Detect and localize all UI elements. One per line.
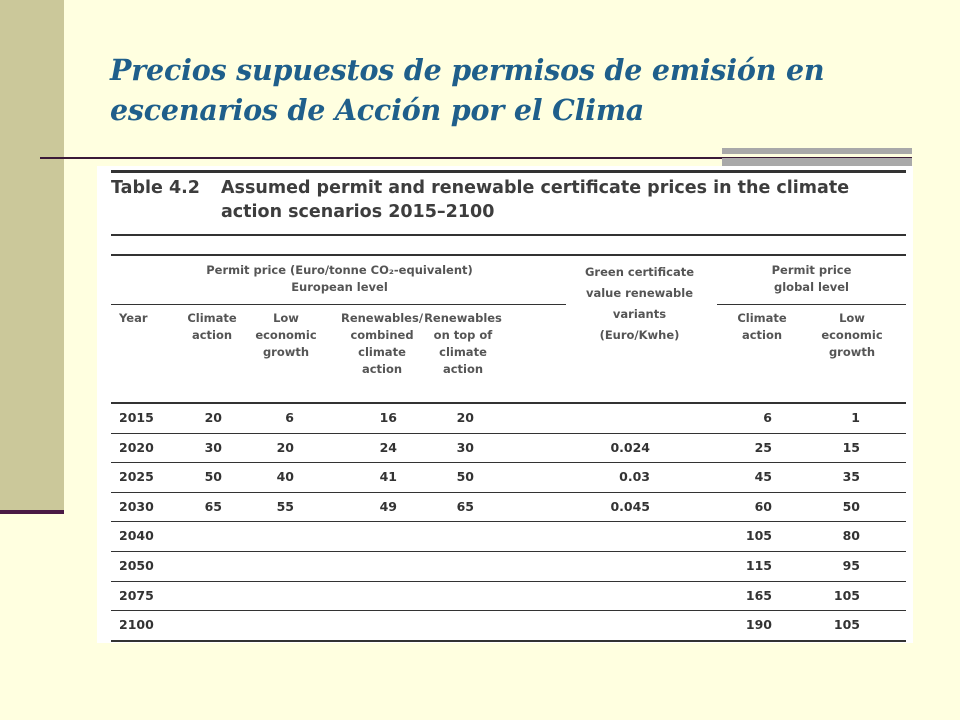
column-header-line: Low bbox=[273, 311, 299, 325]
column-header-line: Low bbox=[839, 311, 865, 325]
column-header bbox=[413, 310, 513, 378]
value-cell: 6 bbox=[285, 410, 294, 425]
table-caption bbox=[221, 176, 881, 224]
value-cell: 50 bbox=[842, 498, 860, 514]
table-top-rule bbox=[111, 170, 906, 173]
global-permit-header-line-1: Permit price bbox=[771, 263, 852, 277]
year-cell: 2030 bbox=[119, 498, 154, 514]
column-header-line: climate bbox=[439, 345, 487, 359]
global-permit-group-header bbox=[717, 262, 906, 296]
column-header-line: economic bbox=[821, 328, 883, 342]
value-cell: 20 bbox=[456, 410, 474, 425]
value-cell bbox=[570, 521, 650, 550]
green-header-line-1: Green certificate bbox=[584, 265, 695, 279]
green-header-line-2: value renewable bbox=[585, 286, 693, 300]
value-cell: 40 bbox=[276, 469, 294, 485]
column-header-line: growth bbox=[828, 345, 876, 359]
value-cell: 24 bbox=[379, 439, 397, 455]
side-bar-accent bbox=[0, 510, 64, 514]
value-cell: 0.03 bbox=[619, 469, 650, 485]
year-cell: 2020 bbox=[119, 439, 154, 455]
column-header-line: action bbox=[442, 362, 484, 376]
value-cell: 165 bbox=[745, 587, 772, 603]
value-cell: 49 bbox=[379, 498, 397, 514]
green-header-line-3: variants bbox=[612, 307, 667, 321]
year-cell: 2015 bbox=[119, 410, 154, 425]
value-cell: 60 bbox=[754, 498, 772, 514]
eu-permit-header-line-1: Permit price (Euro/tonne CO₂-equivalent) bbox=[206, 263, 473, 277]
slide-title-line-2: escenarios de Acción por el Clima bbox=[110, 93, 645, 127]
value-cell: 190 bbox=[745, 617, 772, 633]
eu-permit-header-line-2: European level bbox=[291, 280, 388, 294]
value-cell: 45 bbox=[754, 469, 772, 485]
value-cell: 15 bbox=[842, 439, 860, 455]
column-header-line: combined bbox=[350, 328, 414, 342]
column-header-line: action bbox=[191, 328, 233, 342]
column-header bbox=[807, 310, 897, 361]
value-cell: 55 bbox=[276, 498, 294, 514]
column-header-line: Year bbox=[119, 311, 148, 325]
column-header-line: action bbox=[741, 328, 783, 342]
column-header-line: Renewables bbox=[424, 311, 502, 325]
value-cell: 115 bbox=[745, 558, 772, 573]
column-header bbox=[119, 310, 179, 327]
column-header-line: Renewables/ bbox=[340, 311, 424, 325]
value-cell: 41 bbox=[379, 469, 397, 485]
column-header bbox=[722, 310, 802, 344]
column-header bbox=[176, 310, 248, 344]
table-heading-rule bbox=[111, 234, 906, 236]
value-cell: 0.024 bbox=[610, 439, 650, 455]
value-cell bbox=[214, 521, 294, 550]
eu-permit-group-header bbox=[157, 262, 522, 296]
column-header-line: growth bbox=[262, 345, 310, 359]
value-cell: 0.045 bbox=[610, 498, 650, 514]
value-cell bbox=[570, 581, 650, 610]
table-bottom-rule bbox=[111, 640, 906, 642]
value-cell: 30 bbox=[204, 439, 222, 455]
value-cell bbox=[214, 551, 294, 580]
value-cell bbox=[317, 581, 397, 610]
value-cell: 16 bbox=[379, 410, 397, 425]
table-image bbox=[97, 166, 913, 643]
value-cell: 65 bbox=[204, 498, 222, 514]
title-divider-accent bbox=[722, 148, 912, 166]
year-cell: 2025 bbox=[119, 469, 154, 485]
value-cell bbox=[142, 551, 222, 580]
value-cell: 65 bbox=[456, 498, 474, 514]
value-cell bbox=[394, 610, 474, 639]
column-header-line: on top of bbox=[433, 328, 493, 342]
green-header-line-4: (Euro/Kwhe) bbox=[599, 328, 680, 342]
table-header-top-rule bbox=[111, 254, 906, 256]
green-certificate-header bbox=[567, 262, 712, 346]
value-cell bbox=[142, 610, 222, 639]
column-header bbox=[250, 310, 322, 361]
value-cell: 6 bbox=[763, 410, 772, 425]
value-cell: 105 bbox=[833, 617, 860, 633]
column-header-line: Climate bbox=[737, 311, 787, 325]
value-cell bbox=[394, 521, 474, 550]
value-cell bbox=[317, 551, 397, 580]
table-number: Table 4.2 bbox=[111, 178, 200, 198]
year-cell: 2075 bbox=[119, 587, 154, 603]
slide-title-line-1: Precios supuestos de permisos de emisión en bbox=[110, 53, 825, 87]
value-cell bbox=[317, 610, 397, 639]
value-cell bbox=[142, 521, 222, 550]
value-cell bbox=[214, 610, 294, 639]
value-cell: 20 bbox=[276, 439, 294, 455]
value-cell: 50 bbox=[456, 469, 474, 485]
global-group-rule bbox=[717, 304, 906, 305]
slide-title bbox=[110, 50, 910, 130]
value-cell: 105 bbox=[833, 587, 860, 603]
table-caption-line-2: action scenarios 2015–2100 bbox=[221, 202, 495, 222]
value-cell: 35 bbox=[842, 469, 860, 485]
value-cell bbox=[394, 551, 474, 580]
value-cell bbox=[570, 551, 650, 580]
column-header-line: climate bbox=[358, 345, 406, 359]
year-cell: 2050 bbox=[119, 558, 154, 573]
value-cell bbox=[142, 581, 222, 610]
table-caption-line-1: Assumed permit and renewable certificate prices in the climate bbox=[221, 178, 850, 198]
value-cell: 30 bbox=[456, 439, 474, 455]
eu-group-rule bbox=[111, 304, 566, 305]
value-cell: 25 bbox=[754, 439, 772, 455]
value-cell bbox=[570, 610, 650, 639]
value-cell bbox=[317, 521, 397, 550]
value-cell: 105 bbox=[745, 528, 772, 544]
column-header-line: action bbox=[361, 362, 403, 376]
value-cell: 1 bbox=[851, 410, 860, 425]
global-permit-header-line-2: global level bbox=[774, 280, 849, 294]
value-cell bbox=[214, 581, 294, 610]
value-cell: 95 bbox=[842, 558, 860, 573]
value-cell bbox=[394, 581, 474, 610]
decorative-side-bar bbox=[0, 0, 64, 510]
table-heading bbox=[111, 176, 901, 224]
year-cell: 2100 bbox=[119, 617, 154, 633]
value-cell: 20 bbox=[204, 410, 222, 425]
column-header-line: Climate bbox=[187, 311, 237, 325]
value-cell: 50 bbox=[204, 469, 222, 485]
value-cell bbox=[570, 403, 650, 432]
year-cell: 2040 bbox=[119, 528, 154, 544]
value-cell: 80 bbox=[842, 528, 860, 544]
column-header-line: economic bbox=[255, 328, 317, 342]
